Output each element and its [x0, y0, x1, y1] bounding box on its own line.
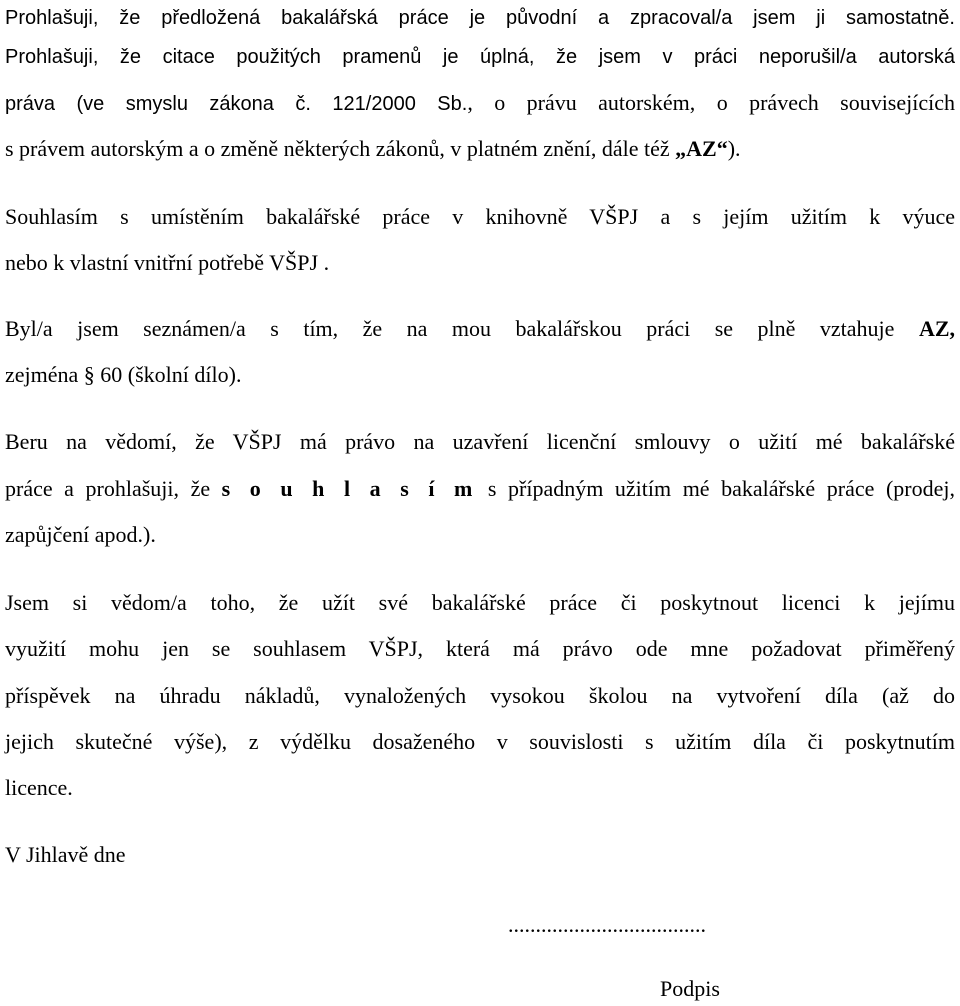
paragraph-4-line-1: Beru na vědomí, že VŠPJ má právo na uzavření licenční smlouvy o užití mé bakalářské	[5, 429, 955, 454]
text: , o právu autorském, o právech souvisejících	[467, 90, 956, 115]
az-abbreviation: AZ,	[918, 316, 955, 341]
paragraph-5-line-4: jejich skutečné výše), z výdělku dosaženého v souvislosti s užitím díla či poskytnutím	[5, 729, 955, 754]
text: práce a prohlašuji, že	[5, 476, 222, 501]
paragraph-1-line-3	[5, 86, 955, 120]
consent-word: s o u h l a s í m	[221, 476, 477, 501]
paragraph-3-line-2: zejména § 60 (školní dílo).	[5, 362, 242, 387]
paragraph-1-line-4	[5, 132, 955, 166]
text: s případným užitím mé bakalářské práce (prodej,	[476, 476, 955, 501]
signature-label: Podpis	[660, 976, 720, 1001]
paragraph-4-line-3: zapůjčení apod.).	[5, 522, 156, 547]
text: Byl/a jsem seznámen/a s tím, že na mou bakalářskou práci se plně vztahuje	[5, 316, 919, 341]
text: Prohlašuji, že předložená bakalářská práce je původní a zpracoval/a jsem ji samostatně.	[5, 7, 955, 29]
text: s právem autorským a o změně některých zákonů, v platném znění, dále též	[5, 136, 676, 161]
text: ).	[727, 136, 741, 161]
paragraph-2-line-1: Souhlasím s umístěním bakalářské práce v knihovně VŠPJ a s jejím užitím k výuce	[5, 204, 955, 229]
paragraph-3-line-1	[5, 312, 955, 346]
place-date: V Jihlavě dne	[5, 842, 126, 867]
paragraph-5-line-2: využití mohu jen se souhlasem VŠPJ, která má právo ode mne požadovat přiměřený	[5, 636, 955, 661]
paragraph-5-line-3: příspěvek na úhradu nákladů, vynaložených vysokou školou na vytvoření díla (až do	[5, 683, 955, 708]
paragraph-1-line-1	[5, 0, 955, 34]
paragraph-1-line-2: Prohlašuji, že citace použitých pramenů je úplná, že jsem v práci neporušil/a autorská	[5, 46, 955, 68]
text-law-reference: práva (ve smyslu zákona č. 121/2000 Sb.	[5, 93, 468, 115]
signature-line: ....................................	[508, 912, 706, 937]
paragraph-4-line-2	[5, 472, 955, 506]
paragraph-2-line-2: nebo k vlastní vnitřní potřebě VŠPJ .	[5, 250, 330, 275]
paragraph-5-line-1: Jsem si vědom/a toho, že užít své bakalářské práce či poskytnout licenci k jejímu	[5, 590, 955, 615]
paragraph-5-line-5: licence.	[5, 775, 73, 800]
az-abbreviation: „AZ“	[675, 136, 728, 161]
